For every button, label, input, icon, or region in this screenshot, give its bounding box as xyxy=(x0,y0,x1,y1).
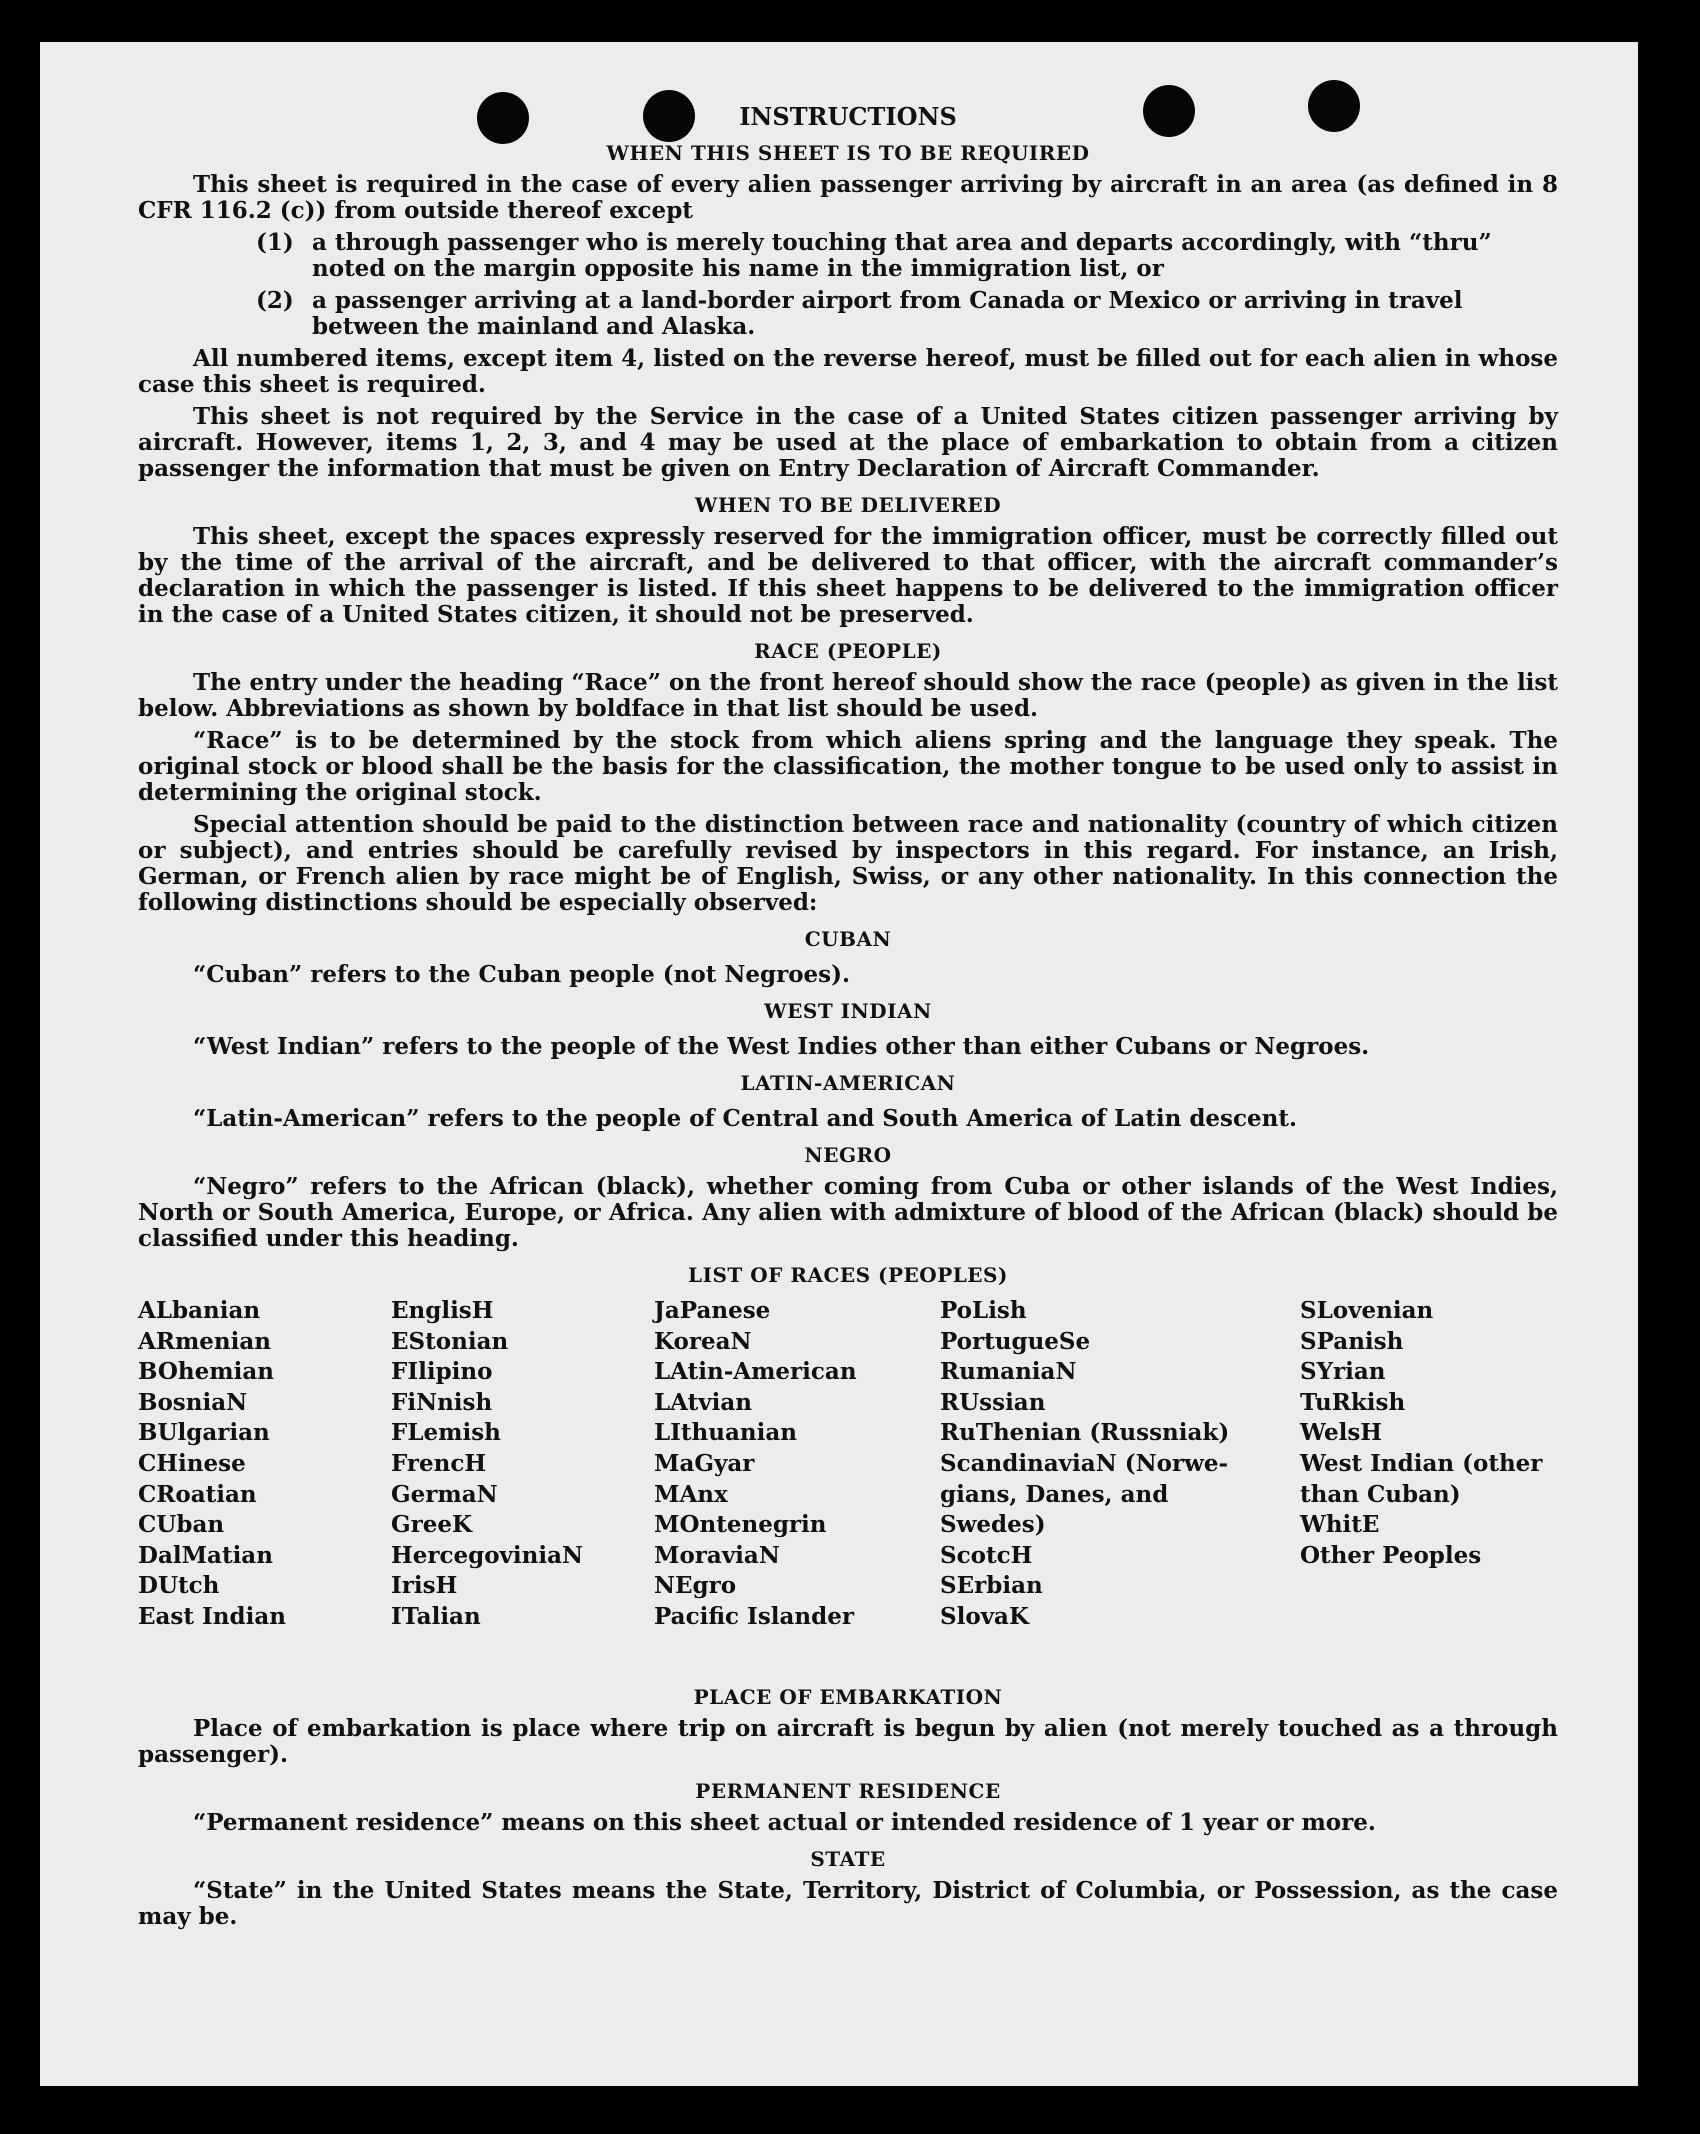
race-entry: FrencH xyxy=(391,1449,487,1477)
race-entry: ITalian xyxy=(391,1602,481,1630)
race-entry: SErbian xyxy=(940,1572,1043,1600)
race-entry: LAtvian xyxy=(654,1388,752,1416)
race-entry: WelsH xyxy=(1300,1419,1383,1447)
cuban-definition: “Cuban” refers to the Cuban people (not Negroes). xyxy=(193,961,851,988)
race-entry: Other Peoples xyxy=(1300,1541,1482,1569)
race-entry: than Cuban) xyxy=(1300,1480,1461,1508)
race-entry: RuThenian (Russniak) xyxy=(940,1419,1230,1447)
race-entry: Swedes) xyxy=(940,1511,1046,1539)
race-entry: FLemish xyxy=(391,1419,501,1447)
race-entry: ALbanian xyxy=(138,1297,261,1324)
instructions-content xyxy=(138,104,1558,1936)
race-entry: IrisH xyxy=(391,1572,458,1600)
race-entry: SPanish xyxy=(1300,1327,1404,1355)
required-para-3: This sheet is not required by the Service in the case of a United States citizen passenger arriving by aircraft. However, items 1, 2, 3, and 4 may be used at the place of embarkation to obtain from a citizen passenger the information that must be given on Entry Declaration of Aircraft Commander. xyxy=(138,403,1558,482)
race-entry: TuRkish xyxy=(1300,1388,1406,1416)
document-page xyxy=(40,42,1638,2086)
race-entry: PoLish xyxy=(940,1297,1027,1324)
heading-west-indian: WEST INDIAN xyxy=(764,999,932,1023)
race-para-2: “Race” is to be determined by the stock from which aliens spring and the language they speak. The original stock or blood shall be the basis for the classification, the mother tongue to be used only to assist in determining the original stock. xyxy=(138,727,1558,806)
west-indian-definition: “West Indian” refers to the people of the West Indies other than either Cubans or Negroes. xyxy=(193,1033,1370,1060)
heading-list-of-races: LIST OF RACES (PEOPLES) xyxy=(688,1263,1008,1287)
required-intro: This sheet is required in the case of every alien passenger arriving by aircraft in an area (as defined in 8 CFR 116.2 (c)) from outside thereof except xyxy=(138,171,1558,224)
exception-item-1 xyxy=(138,230,1558,282)
race-entry: FIlipino xyxy=(391,1358,493,1386)
race-entry: CRoatian xyxy=(138,1480,257,1508)
heading-when-required: WHEN THIS SHEET IS TO BE REQUIRED xyxy=(606,141,1090,165)
race-entry: KoreaN xyxy=(654,1327,752,1355)
race-para-1: The entry under the heading “Race” on the front hereof should show the race (people) as given in the list below. Abbreviations as shown by boldface in that list should be used. xyxy=(138,669,1558,722)
race-entry: MoraviaN xyxy=(654,1541,780,1569)
race-entry: RUssian xyxy=(940,1388,1046,1416)
race-entry: BOhemian xyxy=(138,1358,274,1386)
race-entry: DalMatian xyxy=(138,1541,273,1569)
race-entry: PortugueSe xyxy=(940,1327,1091,1355)
race-entry: CHinese xyxy=(138,1449,246,1477)
race-entry: BosniaN xyxy=(138,1388,248,1416)
race-para-3: Special attention should be paid to the distinction between race and nationality (country of which citizen or subject), and entries should be carefully revised by inspectors in this regard. For instance, an Irish, German, or French alien by race might be of English, Swiss, or any other nationality. In this connection the following distinctions should be especially observed: xyxy=(138,811,1558,916)
item-text: a passenger arriving at a land-border airport from Canada or Mexico or arriving in travel between the mainland and Alaska. xyxy=(312,287,1463,340)
latin-american-definition: “Latin-American” refers to the people of Central and South America of Latin descent. xyxy=(193,1105,1297,1132)
races-column-5 xyxy=(1300,1296,1542,1571)
race-entry: SlovaK xyxy=(940,1602,1029,1630)
state-text: “State” in the United States means the State, Territory, District of Columbia, or Possession, as the case may be. xyxy=(138,1877,1558,1930)
race-entry: SYrian xyxy=(1300,1358,1386,1386)
race-entry: ARmenian xyxy=(138,1327,272,1355)
races-column-1 xyxy=(138,1296,286,1633)
embarkation-text: Place of embarkation is place where trip on aircraft is begun by alien (not merely touched as a through passenger). xyxy=(138,1715,1558,1768)
race-entry: GermaN xyxy=(391,1480,498,1508)
race-entry: BUlgarian xyxy=(138,1419,270,1447)
races-column-3 xyxy=(654,1296,857,1633)
races-column-4 xyxy=(940,1296,1229,1633)
race-entry: MOntenegrin xyxy=(654,1511,827,1539)
heading-negro: NEGRO xyxy=(804,1143,892,1167)
race-entry: GreeK xyxy=(391,1511,473,1539)
exception-item-2 xyxy=(138,288,1558,340)
negro-definition: “Negro” refers to the African (black), whether coming from Cuba or other islands of the West Indies, North or South America, Europe, or Africa. Any alien with admixture of blood of the African (black) should be classified under this heading. xyxy=(138,1173,1558,1252)
heading-race: RACE (PEOPLE) xyxy=(754,639,942,663)
heading-cuban: CUBAN xyxy=(804,927,892,951)
race-entry: FiNnish xyxy=(391,1388,493,1416)
race-entry: DUtch xyxy=(138,1572,220,1600)
race-entry: MAnx xyxy=(654,1480,728,1508)
heading-latin-american: LATIN-AMERICAN xyxy=(740,1071,956,1095)
race-entry: NEgro xyxy=(654,1572,737,1600)
races-list xyxy=(138,1296,1558,1674)
race-entry: EnglisH xyxy=(391,1297,494,1324)
race-entry: gians, Danes, and xyxy=(940,1480,1169,1508)
heading-when-delivered: WHEN TO BE DELIVERED xyxy=(694,493,1002,517)
heading-state: STATE xyxy=(810,1847,886,1871)
race-entry: JaPanese xyxy=(654,1297,771,1324)
race-entry: Pacific Islander xyxy=(654,1602,854,1630)
delivered-text: This sheet, except the spaces expressly reserved for the immigration officer, must be correctly filled out by the time of the arrival of the aircraft, and be delivered to that officer, with the aircraft commander’s declaration in which the passenger is listed. If this sheet happens to be delivered to the immigration officer in the case of a United States citizen, it should not be preserved. xyxy=(138,523,1558,628)
race-entry: LAtin-American xyxy=(654,1358,857,1386)
heading-embarkation: PLACE OF EMBARKATION xyxy=(693,1685,1003,1709)
race-entry: West Indian (other xyxy=(1300,1449,1543,1477)
race-entry: MaGyar xyxy=(654,1449,755,1477)
item-number: (1) xyxy=(256,229,294,256)
heading-permanent-residence: PERMANENT RESIDENCE xyxy=(695,1779,1001,1803)
race-entry: WhitE xyxy=(1300,1511,1380,1539)
race-entry: HercegoviniaN xyxy=(391,1541,584,1569)
race-entry: CUban xyxy=(138,1511,225,1539)
residence-text: “Permanent residence” means on this sheet actual or intended residence of 1 year or more. xyxy=(193,1809,1376,1836)
race-entry: ScotcH xyxy=(940,1541,1033,1569)
race-entry: LIthuanian xyxy=(654,1419,797,1447)
item-text: a through passenger who is merely touching that area and departs accordingly, with “thru” noted on the margin opposite his name in the immigration list, or xyxy=(312,229,1492,282)
race-entry: ScandinaviaN (Norwe- xyxy=(940,1449,1229,1477)
page-title: INSTRUCTIONS xyxy=(739,102,957,131)
race-entry: East Indian xyxy=(138,1602,286,1630)
item-number: (2) xyxy=(256,287,294,314)
race-entry: EStonian xyxy=(391,1327,509,1355)
races-column-2 xyxy=(391,1296,583,1633)
race-entry: SLovenian xyxy=(1300,1297,1434,1324)
required-para-2: All numbered items, except item 4, listed on the reverse hereof, must be filled out for each alien in whose case this sheet is required. xyxy=(138,345,1558,398)
race-entry: RumaniaN xyxy=(940,1358,1077,1386)
